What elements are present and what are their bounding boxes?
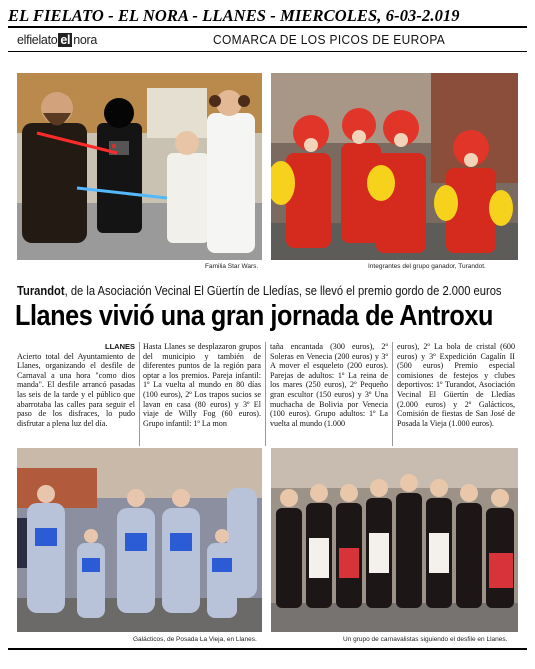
masthead-rule [8,26,527,28]
footer-rule [8,648,527,650]
logo-el: el [17,33,27,47]
subhead-rest: , de la Asociación Vecinal El Güertín de Lledías, se llevó el premio gordo de 2.000 euros [64,283,502,298]
column-4-text: euros), 2º La bola de cristal (600 euros) y 3º Expedición Cagalín II (500 euros) Premio especial comisiones de festejos y clubes deportivos: 1º Turandot, Asociación Vecinal El Güertín de Lledías (2.000 euros) y 2º Galácticos, Comisión de fiestas de San José de Posada la Vieja (1.000 euros). [397,342,515,428]
dateline: LLANES [105,342,135,351]
column-2-text: Hasta Llanes se desplazaron grupos del municipio y también de diferentes puntos de la región para optar a los premios. Pareja infantil: 1º La vuelta al mundo en 80 días (100 euros), 2º Los trapos sucios se lavan en casa (80 euros) y 3º El viaje de Willy Fog (60 euros). Grupo infantil: 1º La mon [143,342,261,428]
subheadline [17,283,502,298]
article-column-1 [17,342,135,446]
newspaper-logo [17,33,97,51]
logo-nora: nora [73,33,98,47]
logo-fielato: fielato [26,33,58,47]
caption-bottom-right: Un grupo de carnavalistas siguiendo el desfile en Llanes. [343,636,508,643]
section-rule [8,51,527,52]
section-title: COMARCA DE LOS PICOS DE EUROPA [213,32,446,47]
caption-bottom-left: Galácticos, de Posada La Vieja, en Llanes. [133,636,257,643]
subhead-lead: Turandot [17,283,65,298]
column-3-text: taña encantada (300 euros), 2º Soleras en Venecia (200 euros) y 3º A mover el esqueleto (200 euros). Parejas de adultos: 1º La reina de los mares (250 euros), 2º Pequeño gran escultor (150 euros) y 3º Una muchacha de Bolivia por Venecia (100 euros). Grupo adultos: 1º La vuelta al mundo (1.000 [270,342,388,428]
photo-turandot-group [271,73,518,260]
logo-box: el [60,33,71,47]
article-column-2 [143,342,261,446]
photo-star-wars-family [17,73,262,260]
headline: Llanes vivió una gran jornada de Antroxu [15,300,493,332]
caption-top-right: Integrantes del grupo ganador, Turandot. [368,263,486,270]
caption-top-left: Familia Star Wars. [205,263,259,270]
column-divider [265,342,266,446]
masthead: EL FIELATO - EL NORA - LLANES - MIERCOLES, 6-03-2.019 [8,6,460,25]
article-column-4 [397,342,515,446]
photo-galacticos [17,448,262,632]
article-column-3 [270,342,388,446]
column-divider [392,342,393,446]
column-1-text: Acierto total del Ayuntamiento de Llanes, organizando el desfile de Carnaval a una hora "como dios manda". El desfile arrancó pasadas las seis de la tarde y el público que abarrotaba las calles para seguir el paso de los disfraces, lo pudo disfrutar a plena luz del día. [17,351,135,428]
photo-carnival-group [271,448,518,632]
column-divider [139,342,140,446]
